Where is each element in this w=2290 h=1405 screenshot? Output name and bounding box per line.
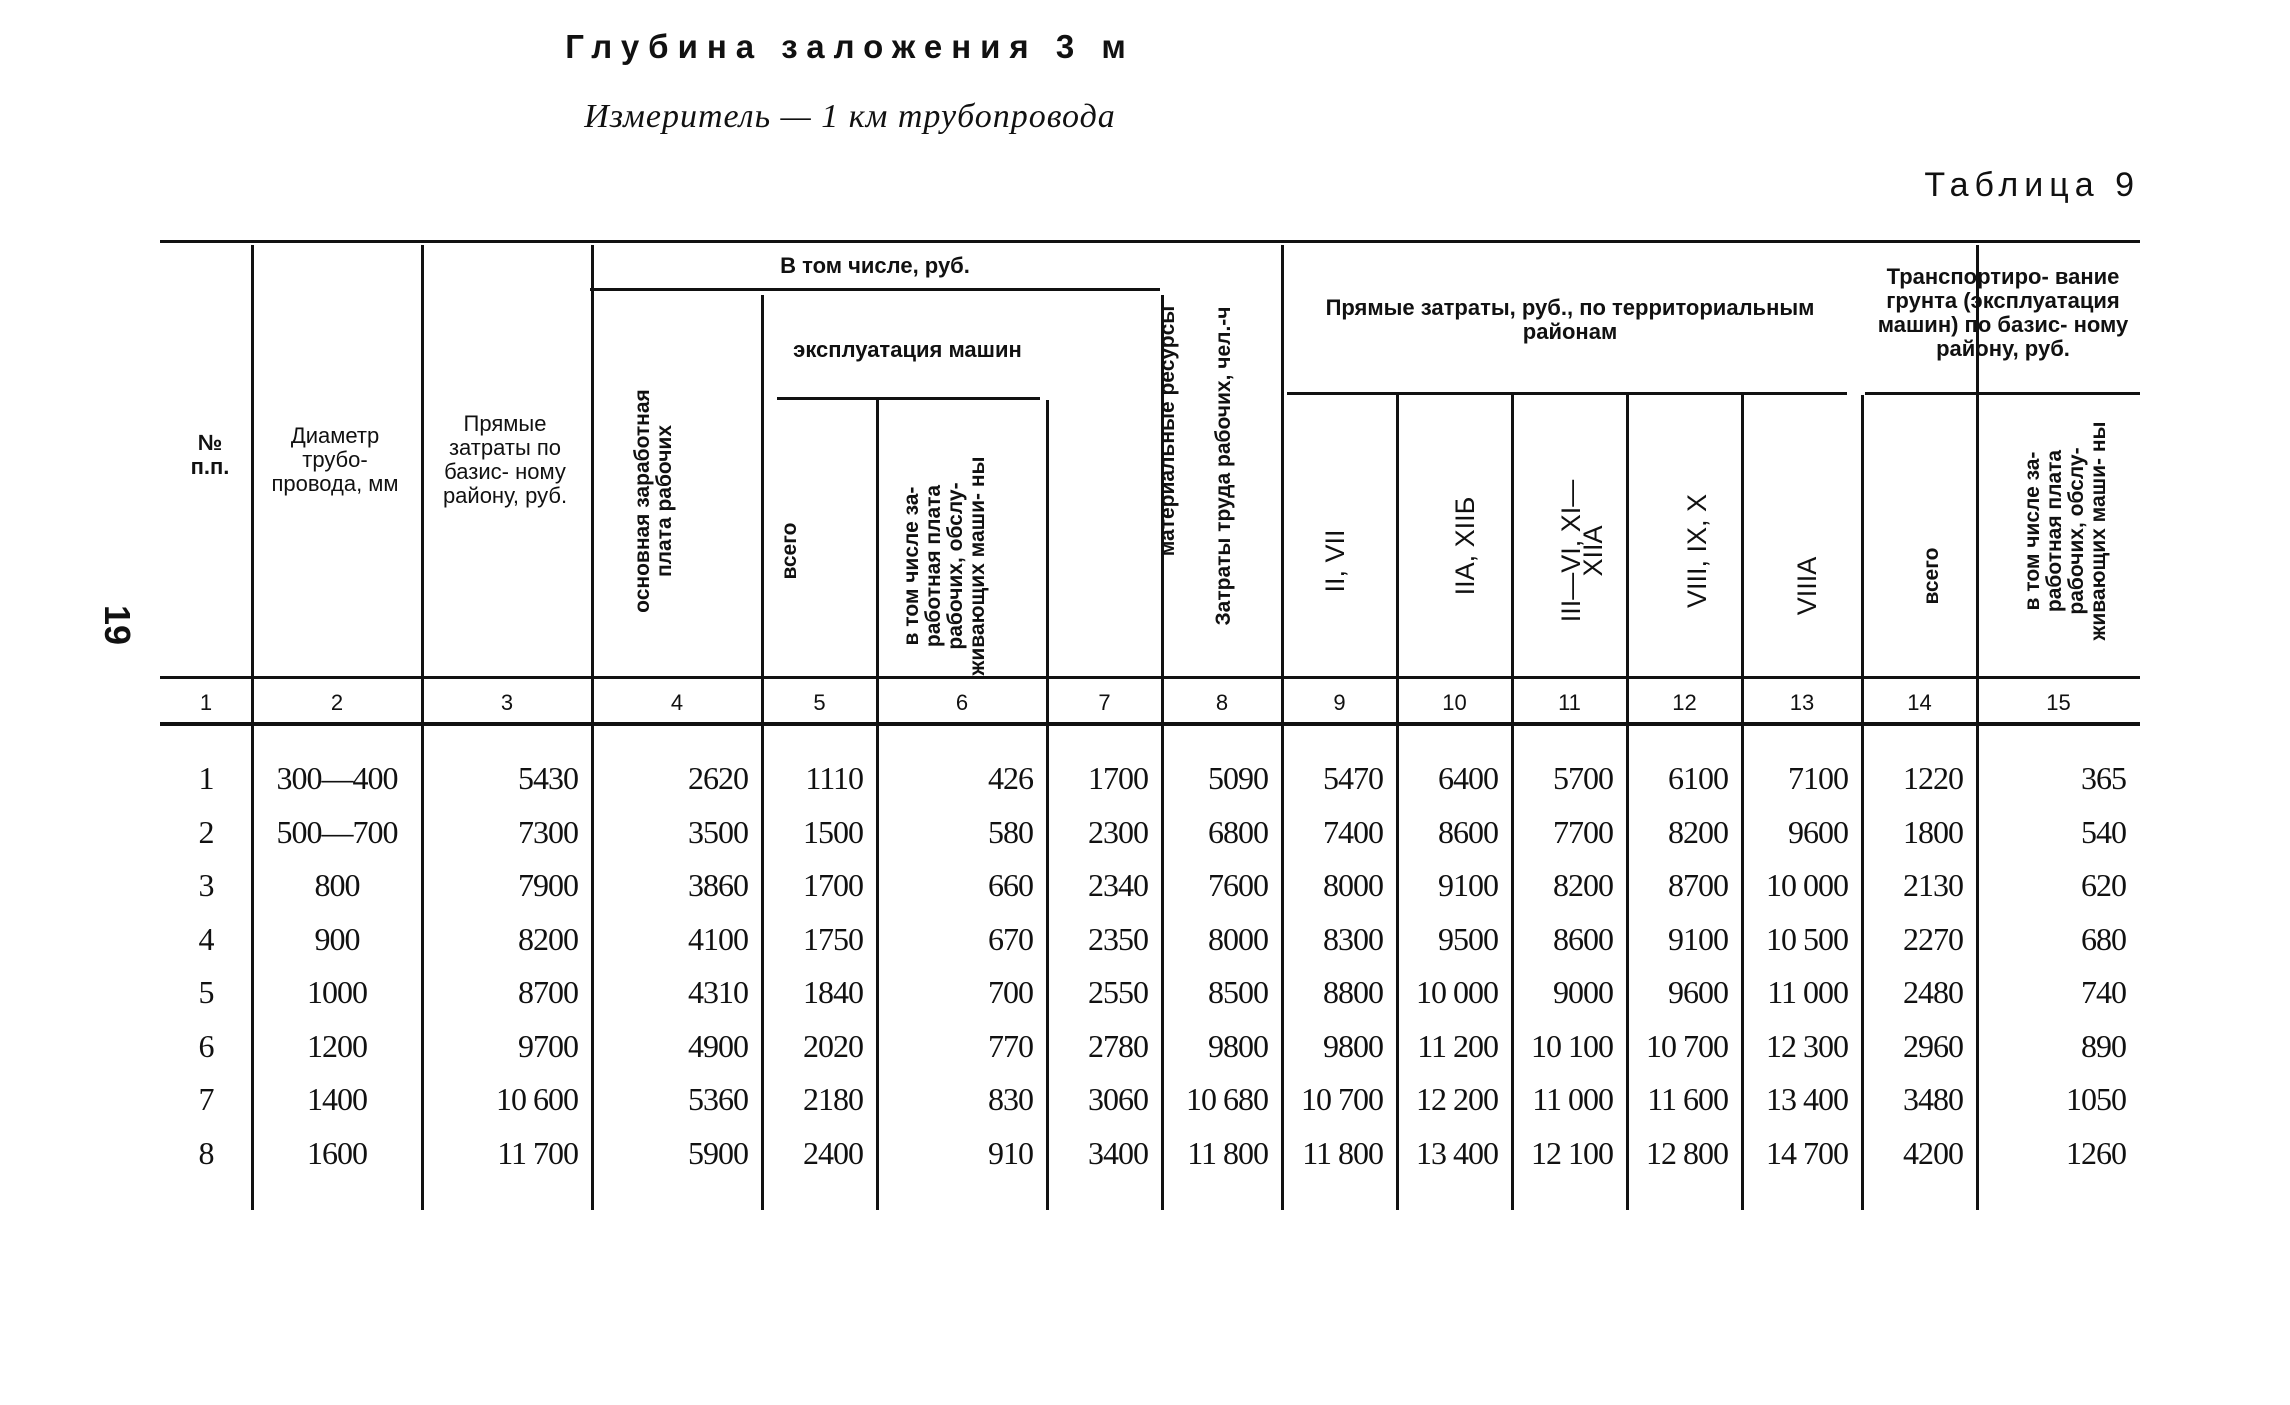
table-cell: 7600 [1208,867,1268,903]
table-cell: 8000 [1323,867,1383,903]
table-cell: 2620 [688,760,748,796]
table-cell: 800 [314,867,360,903]
table-cell: 10 000 [1416,974,1498,1010]
row-number: 6 [198,1027,214,1064]
table-cell: 5360 [688,1081,748,1117]
table-cell: 540 [2081,813,2126,850]
header-region-5: VIIIA [1792,556,1822,616]
table-cell: 1500 [803,813,863,850]
table-cell: 2400 [803,1134,863,1171]
table-cell: 680 [2081,920,2126,957]
table-cell: 3480 [1903,1081,1963,1117]
column-number: 9 [1333,690,1346,715]
row-number: 1 [198,760,214,796]
table-cell: 11 800 [1302,1134,1383,1171]
table-cell: 1000 [307,974,367,1010]
table-cell: 8600 [1553,920,1613,957]
table-cell: 1220 [1903,760,1963,796]
table-cell: 2270 [1903,920,1963,957]
table-cell: 6800 [1208,813,1268,850]
header-bottom-rule [160,676,2140,679]
table-cell: 300—400 [276,760,398,796]
table-cell: 7300 [518,813,578,850]
table-cell: 3860 [688,867,748,903]
table-cell: 7700 [1553,813,1613,850]
table-cell: 910 [988,1134,1033,1171]
row-number: 3 [198,867,214,903]
header-direct-base: Прямые затраты по базис- ному району, руб. [442,411,568,508]
table-cell: 11 800 [1187,1134,1268,1171]
table-cell: 1050 [2066,1081,2126,1117]
column-number: 3 [500,690,514,715]
table-cell: 830 [988,1081,1033,1117]
table-cell: 7100 [1788,760,1848,796]
row-number: 8 [198,1134,214,1171]
table-cell: 1600 [307,1134,367,1171]
page-number: 19 [97,604,138,646]
table-cell: 1800 [1903,813,1963,850]
table-cell: 3500 [688,813,748,850]
table-cell: 10 000 [1766,867,1848,903]
table-cell: 7900 [518,867,578,903]
header-including: В том числе, руб. [780,253,970,278]
table-cell: 2020 [803,1027,863,1064]
table-cell: 2350 [1088,920,1148,957]
table-cell: 2300 [1088,813,1148,850]
column-number: 4 [670,690,684,715]
table-cell: 9100 [1438,867,1498,903]
table-cell: 740 [2081,974,2126,1010]
group-rule-including [590,288,1160,291]
group-rule-machines [777,397,1040,400]
table-cell: 13 400 [1766,1081,1848,1117]
table-cell: 9700 [518,1027,578,1064]
table-cell: 1840 [803,974,863,1010]
table-cell: 9600 [1668,974,1728,1010]
table-cell: 2130 [1903,867,1963,903]
header-direct-regions: Прямые затраты, руб., по территориальным районам [1325,295,1815,344]
table-cell: 9100 [1668,920,1728,957]
table-cell: 2960 [1903,1027,1963,1064]
table-cell: 10 600 [496,1081,578,1117]
table-cell: 11 200 [1417,1027,1498,1064]
table-cell: 580 [988,813,1033,850]
table-cell: 1750 [803,920,863,957]
table-cell: 4310 [688,974,748,1010]
table-cell: 12 800 [1646,1134,1728,1171]
header-region-1: II, VII [1320,529,1350,593]
table-cell: 426 [988,760,1033,796]
table-cell: 8700 [518,974,578,1010]
table-cell: 5430 [518,760,578,796]
header-wages: основная заработная плата рабочих [631,389,676,613]
page-title: Глубина заложения 3 м [565,28,1135,65]
column-number: 5 [813,690,826,715]
table-cell: 365 [2081,760,2126,796]
header-materials: материальные ресурсы [1156,305,1179,557]
table-cell: 12 200 [1416,1081,1498,1117]
table-cell: 10 700 [1301,1081,1383,1117]
table-cell: 1200 [307,1027,367,1064]
table-cell: 1110 [805,760,863,796]
table-cell: 2340 [1088,867,1148,903]
table-cell: 13 400 [1416,1134,1498,1171]
table-cell: 700 [988,974,1033,1010]
row-number: 5 [198,974,214,1010]
table-cell: 2180 [803,1081,863,1117]
table-cell: 8800 [1323,974,1383,1010]
table-cell: 900 [314,920,360,957]
table-cell: 10 680 [1186,1081,1268,1117]
table-cell: 1700 [1088,760,1148,796]
table-cell: 620 [2081,867,2126,903]
table-cell: 9800 [1208,1027,1268,1064]
column-number: 15 [2046,690,2071,715]
column-number: 12 [1672,690,1697,715]
table-cell: 8300 [1323,920,1383,957]
table-cell: 8000 [1208,920,1268,957]
table-cell: 12 300 [1766,1027,1848,1064]
row-number: 2 [198,813,214,850]
table-cell: 9800 [1323,1027,1383,1064]
table-cell: 1260 [2066,1134,2126,1171]
table-cell: 8200 [1668,813,1728,850]
column-number: 6 [955,690,969,715]
column-number: 7 [1098,690,1111,715]
table-cell: 5900 [688,1134,748,1171]
table-cell: 1700 [803,867,863,903]
header-machines-total: всего [778,522,801,580]
table-cell: 1400 [307,1081,367,1117]
table-cell: 3400 [1088,1134,1148,1171]
table-cell: 6400 [1438,760,1498,796]
table-cell: 7400 [1323,813,1383,850]
table-cell: 8200 [518,920,578,957]
table-cell: 11 000 [1767,974,1848,1010]
table-cell: 11 600 [1647,1081,1728,1117]
table-cell: 670 [988,920,1033,957]
header-region-2: IIA, XIIБ [1450,496,1480,596]
table-cell: 8500 [1208,974,1268,1010]
header-machines: эксплуатация машин [793,337,1022,362]
table-cell: 8200 [1553,867,1613,903]
table-cell: 14 700 [1766,1134,1848,1171]
table-cell: 10 100 [1531,1027,1613,1064]
header-transport-wages: в том числе за- работная плата рабочих, обслу- живающих маши- ны [2021,421,2110,641]
table-cell: 11 000 [1532,1081,1613,1117]
row-number: 7 [198,1081,214,1117]
table-cell: 5470 [1323,760,1383,796]
measurement-unit: Измеритель — 1 км трубопровода [584,98,1116,135]
group-rule-regions [1287,392,1847,395]
table-cell: 500—700 [276,813,398,850]
table-cell: 890 [2081,1027,2126,1064]
column-number: 14 [1907,690,1932,715]
column-number: 10 [1442,690,1467,715]
column-number: 11 [1558,690,1581,715]
column-number: 2 [330,690,344,715]
header-labor: Затраты труда рабочих, чел.-ч [1212,306,1235,626]
table-cell: 6100 [1668,760,1728,796]
table-cell: 2780 [1088,1027,1148,1064]
table-cell: 660 [988,867,1033,903]
table-cell: 11 700 [497,1134,578,1171]
header-num: № п.п. [190,430,230,479]
table-cell: 4100 [688,920,748,957]
table-cell: 9500 [1438,920,1498,957]
table-top-rule [160,240,2140,243]
table-cell: 4900 [688,1027,748,1064]
table-cell: 5700 [1553,760,1613,796]
table-cell: 10 500 [1766,920,1848,957]
table-cell: 9600 [1788,813,1848,850]
header-diameter: Диаметр трубо- провода, мм [271,423,399,496]
row-number: 4 [198,920,214,957]
group-rule-transport [1865,392,2140,395]
table-cell: 2550 [1088,974,1148,1010]
table-cell: 10 700 [1646,1027,1728,1064]
table-cell: 3060 [1088,1081,1148,1117]
table-cell: 770 [988,1027,1033,1064]
header-region-3: III—VI, XI— XIIA [1556,479,1608,623]
table-cell: 8600 [1438,813,1498,850]
table-cell: 5090 [1208,760,1268,796]
column-number: 13 [1789,690,1815,715]
header-transport-total: всего [1920,547,1943,605]
column-number: 1 [199,690,213,715]
header-machines-wages: в том числе за- работная плата рабочих, обслу- живающих маши- ны [900,456,989,676]
table-cell: 4200 [1903,1134,1963,1171]
header-transport: Транспортиро- вание грунта (эксплуатация машин) по базис- ному району, руб. [1877,264,2129,361]
column-numbers-rule [160,722,2140,726]
table-cell: 8700 [1668,867,1728,903]
table-cell: 9000 [1553,974,1613,1010]
table-label: Таблица 9 [1924,166,2140,204]
column-number: 8 [1215,690,1229,715]
table-cell: 12 100 [1531,1134,1613,1171]
table-cell: 2480 [1903,974,1963,1010]
header-region-4: VIII, IX, X [1682,493,1712,609]
